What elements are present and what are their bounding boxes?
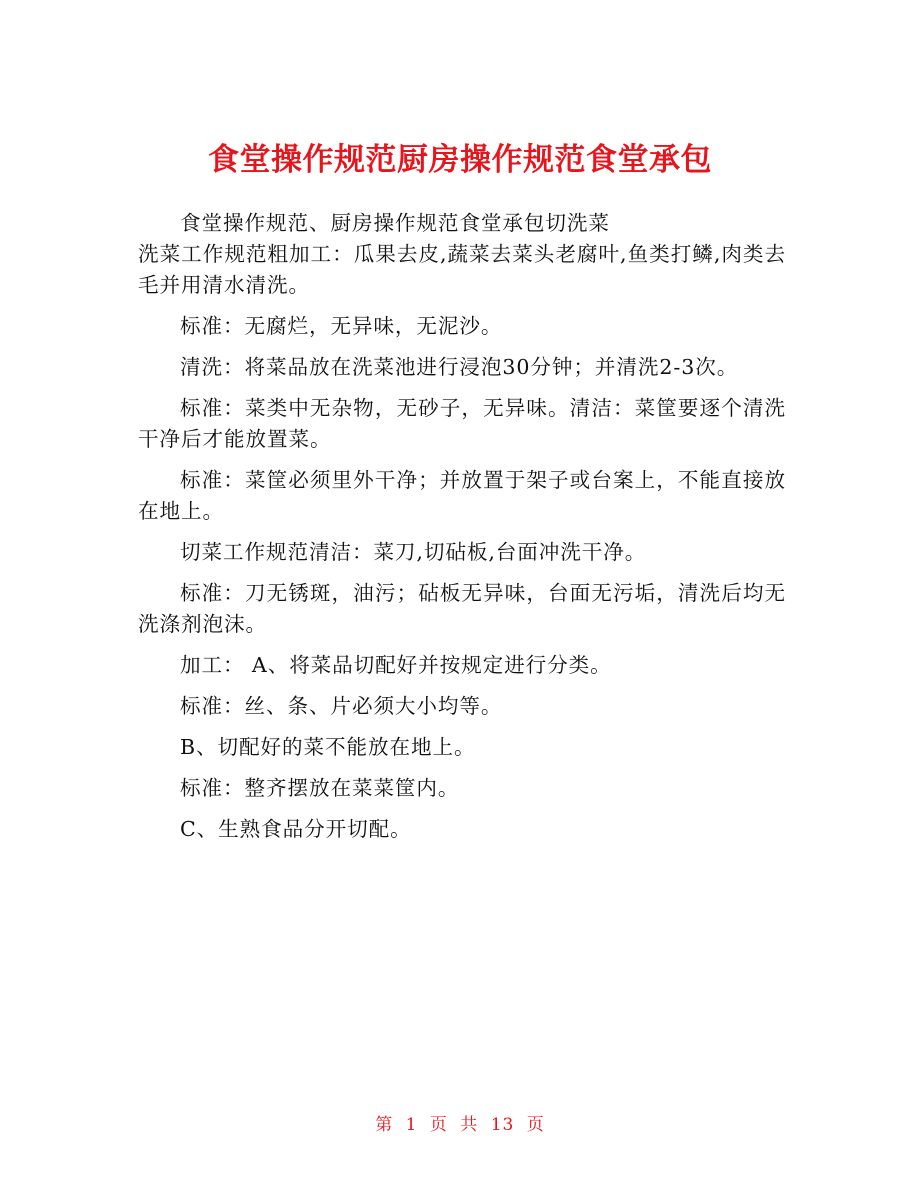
page-footer: 第 1 页 共 13 页 [375,1115,545,1135]
paragraph-standard-1: 标准：无腐烂，无异味，无泥沙。 [180,314,503,338]
document-title: 食堂操作规范厨房操作规范食堂承包 [208,141,712,178]
paragraph-processing-a: 加工： A、将菜品切配好并按规定进行分类。 [180,653,612,677]
paragraph-cleaning: 清洗：将菜品放在洗菜池进行浸泡30分钟；并清洗2-3次。 [180,355,739,379]
paragraph-standard-3: 标准：菜筐必须里外干净；并放置于架子或台案上，不能直接放在地上。 [138,468,786,523]
paragraph-standard-4: 标准：刀无锈斑，油污；砧板无异味，台面无污垢，清洗后均无洗涤剂泡沫。 [138,581,786,636]
paragraph-wash-rules: 洗菜工作规范粗加工：瓜果去皮,蔬菜去菜头老腐叶,鱼类打鳞,肉类去毛并用清水清洗。 [138,242,786,297]
paragraph-intro: 食堂操作规范、厨房操作规范食堂承包切洗菜 [180,211,610,235]
paragraph-cutting-rules: 切菜工作规范清洁：菜刀,切砧板,台面冲洗干净。 [180,540,647,564]
document-body [138,208,786,855]
paragraph-processing-c: C、生熟食品分开切配。 [180,817,412,841]
paragraph-standard-5: 标准：丝、条、片必须大小均等。 [180,694,503,718]
paragraph-standard-2: 标准：菜类中无杂物，无砂子，无异味。清洁：菜筐要逐个清洗干净后才能放置菜。 [138,396,786,451]
paragraph-processing-b: B、切配好的菜不能放在地上。 [180,735,476,759]
paragraph-standard-6: 标准：整齐摆放在菜菜筐内。 [180,776,460,800]
